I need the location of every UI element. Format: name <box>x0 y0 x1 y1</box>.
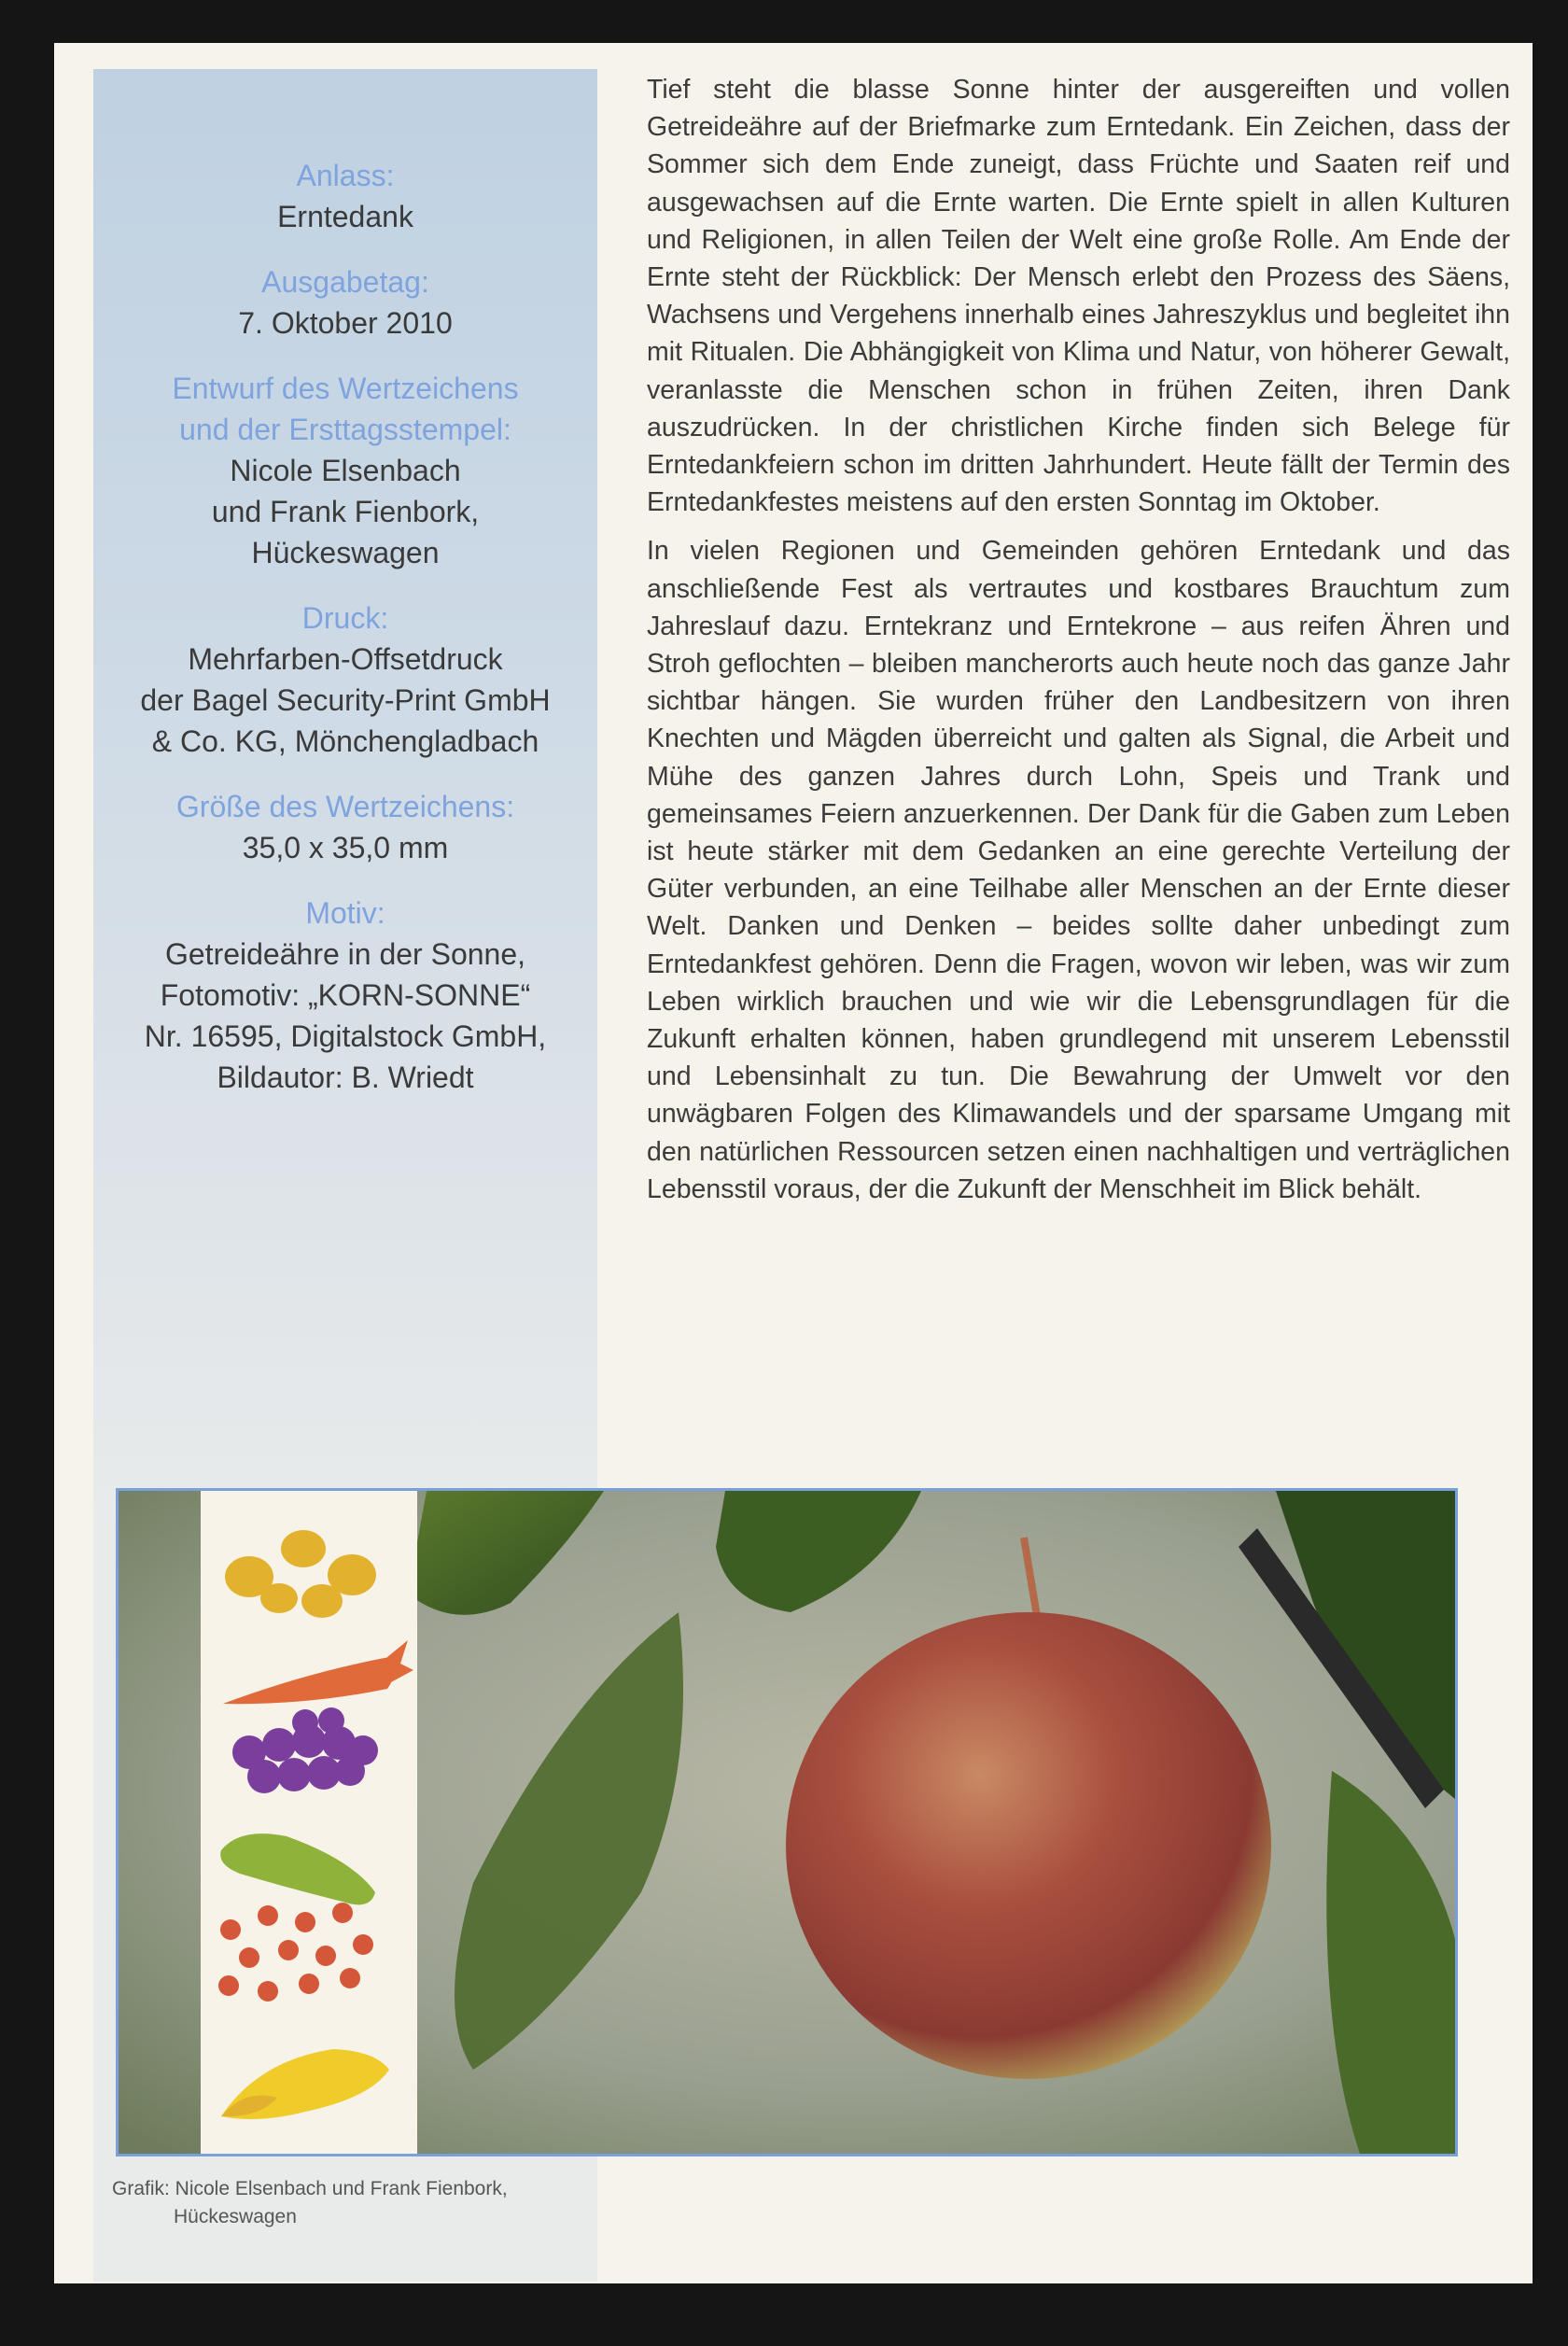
detail-issue-date <box>93 261 597 344</box>
detail-label: Ausgabetag: <box>261 265 429 299</box>
detail-value: Getreideähre in der Sonne, Fotomotiv: „KORN-SONNE“ Nr. 16595, Digitalstock GmbH, Bildautor: B. Wriedt <box>144 937 547 1094</box>
article-paragraph: In vielen Regionen und Gemeinden gehören Erntedank und das anschließende Fest als vertrautes und kostbares Brauchtum zum Jahreslauf dazu. Erntekranz und Erntekrone – aus reifen Ähren und Stroh geflochten – bleiben mancherorts auch heute noch das ganze Jahr sichtbar hängen. Sie wurden früher den Landbesitzern von ihren Knechten und Mägden überreicht und galten als Signal, die Arbeit und Mühe des ganzen Jahres durch Lohn, Speis und Trank und gemeinsames Feiern anzuerkennen. Der Dank für die Gaben zum Leben ist heute stärker mit dem Gedanken an eine gerechte Verteilung der Güter verbunden, an eine Teilhabe aller Menschen an der Ernte dieser Welt. Danken und Denken – beides sollte daher unbedingt zum Erntedankfest gehören. Denn die Fragen, wovon wir leben, was wir zum Leben wirklich brauchen und wie wir die Lebensgrundlagen für die Zukunft erhalten können, haben grundlegend mit unserem Lebensstil und Lebensinhalt zu tun. Die Bewahrung der Umwelt vor den unwägbaren Folgen des Klimawandels und der sparsame Umgang mit den natürlichen Ressourcen setzen einen nachhaltigen und verträglichen Lebensstil voraus, der die Zukunft der Menschheit im Blick behält. <box>647 536 1510 1204</box>
detail-label: Entwurf des Wertzeichens und der Ersttagsstempel: <box>172 372 519 446</box>
credit-line: Grafik: Nicole Elsenbach und Frank Fienbork, <box>112 2178 508 2199</box>
detail-value: Nicole Elsenbach und Frank Fienbork, Hückeswagen <box>211 454 480 569</box>
detail-label: Motiv: <box>305 896 385 930</box>
detail-print <box>93 597 597 762</box>
detail-value: 35,0 x 35,0 mm <box>242 831 449 864</box>
credit-line: Hückeswagen <box>174 2206 297 2227</box>
detail-value: Mehrfarben-Offsetdruck der Bagel Security-Print GmbH & Co. KG, Mönchengladbach <box>140 642 551 758</box>
detail-value: Erntedank <box>277 200 413 233</box>
detail-occasion <box>93 155 597 237</box>
article-text <box>647 71 1510 1219</box>
issue-details <box>93 155 597 1122</box>
apple <box>786 1612 1271 2079</box>
apple-photo <box>119 1491 1455 2154</box>
detail-design <box>93 368 597 573</box>
harvest-illustration <box>116 1488 1458 2156</box>
detail-motif <box>93 892 597 1098</box>
detail-label: Anlass: <box>296 159 395 192</box>
detail-label: Druck: <box>301 601 389 635</box>
brochure-page <box>54 43 1533 2283</box>
detail-size <box>93 786 597 868</box>
article-paragraph: Tief steht die blasse Sonne hinter der ausgereiften und vollen Getreideähre auf der Briefmarke zum Erntedank. Ein Zeichen, dass der Sommer sich dem Ende zuneigt, dass Früchte und Saaten reif und ausgewachsen auf die Ernte warten. Die Ernte spielt in allen Kulturen und Religionen, in allen Teilen der Welt eine große Rolle. Am Ende der Ernte steht der Rückblick: Der Mensch erlebt den Prozess des Säens, Wachsens und Vergehens innerhalb eines Jahreszyklus und begleitet ihn mit Ritualen. Die Abhängigkeit von Klima und Natur, von höherer Gewalt, veranlasste die Menschen schon in frühen Zeiten, ihren Dank auszudrücken. In der christlichen Kirche finden sich Belege für Erntedankfeiern schon im dritten Jahrhundert. Heute fällt der Termin des Erntedankfestes meistens auf den ersten Sonntag im Oktober. <box>647 75 1510 518</box>
detail-label: Größe des Wertzeichens: <box>175 790 515 823</box>
image-credit <box>112 2175 579 2231</box>
detail-value: 7. Oktober 2010 <box>238 306 453 340</box>
